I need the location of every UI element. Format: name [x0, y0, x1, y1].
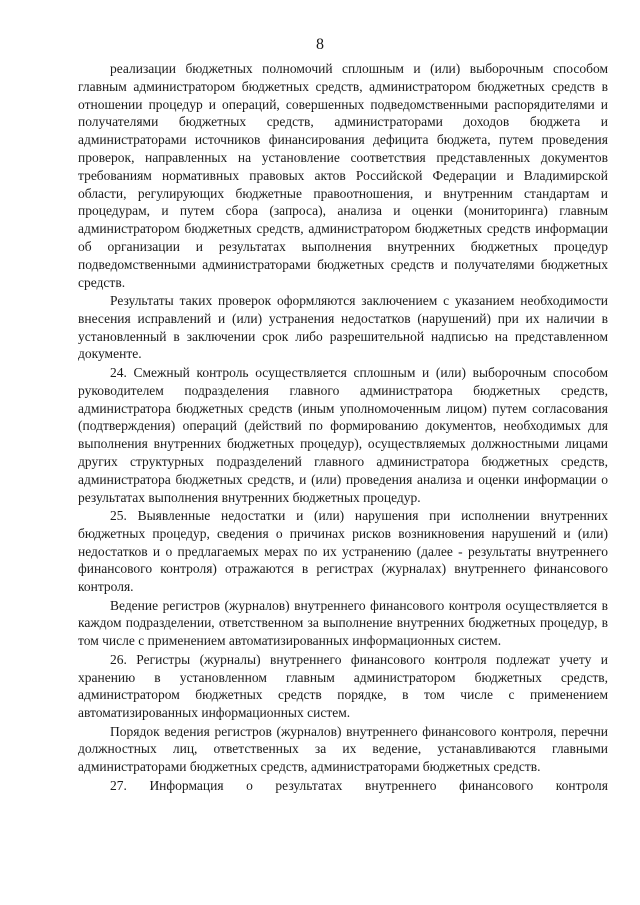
- paragraph: 27. Информация о результатах внутреннего финансового контроля: [110, 777, 608, 793]
- paragraph: реализации бюджетных полномочий сплошным и (или) выборочным способом главным администратором бюджетных средств, администратором бюджетных средств в отношении процедур и операций, совершенных подведомственными распорядителями и получателями бюджетных средств, администраторами доходов бюджета и администраторами источников финансирования дефицита бюджета, путем проведения проверок, направленных на установление соответствия представленных документов требованиям нормативных правовых актов Российской Федерации и Владимирской области, регулирующих бюджетные правоотношения, и внутренним стандартам и процедурам, и путем сбора (запроса), анализа и оценки (мониторинга) главным администратором бюджетных средств, администратором бюджетных средств информации об организации и результатах выполнения внутренних бюджетных процедур подведомственными администраторами бюджетных средств и получателями бюджетных средств.: [78, 61, 608, 290]
- paragraph: 24. Смежный контроль осуществляется сплошным и (или) выборочным способом руководителем подразделения главного администратора бюджетных средств, администратора бюджетных средств (иным уполномоченным лицом) путем согласования (подтверждения) операций (действий по формированию документов, необходимых для выполнения внутренних бюджетных процедур), осуществляемых должностными лицами других структурных подразделений главного администратора бюджетных средств, администратора бюджетных средств, и (или) проведения анализа и оценки информации о результатах выполнения внутренних бюджетных процедур.: [78, 364, 608, 505]
- paragraph: 25. Выявленные недостатки и (или) нарушения при исполнении внутренних бюджетных процедур, сведения о причинах рисков возникновения нарушений и (или) недостатков и о предлагаемых мерах по их устранению (далее - результаты внутреннего финансового контроля) отражаются в регистрах (журналах) внутреннего финансового контроля.: [78, 507, 608, 595]
- paragraph: Порядок ведения регистров (журналов) внутреннего финансового контроля, перечни должностных лиц, ответственных за их ведение, устанавливаются главными администраторами бюджетных средств, администраторами бюджетных средств.: [78, 723, 608, 775]
- page-number: 8: [316, 36, 324, 53]
- paragraph: 26. Регистры (журналы) внутреннего финансового контроля подлежат учету и хранению в установленном главным администратором бюджетных средств, администратором бюджетных средств порядке, в том числе с применением автоматизированных информационных систем.: [78, 651, 608, 721]
- document-body: [78, 60, 608, 795]
- paragraph: Ведение регистров (журналов) внутреннего финансового контроля осуществляется в каждом подразделении, ответственном за выполнение внутренних бюджетных процедур, в том числе с применением автоматизированных информационных систем.: [78, 597, 608, 649]
- paragraph: Результаты таких проверок оформляются заключением с указанием необходимости внесения исправлений и (или) устранения недостатков (нарушений) при их наличии в установленный в заключении срок либо разрешительной надписью на представленном документе.: [78, 293, 608, 362]
